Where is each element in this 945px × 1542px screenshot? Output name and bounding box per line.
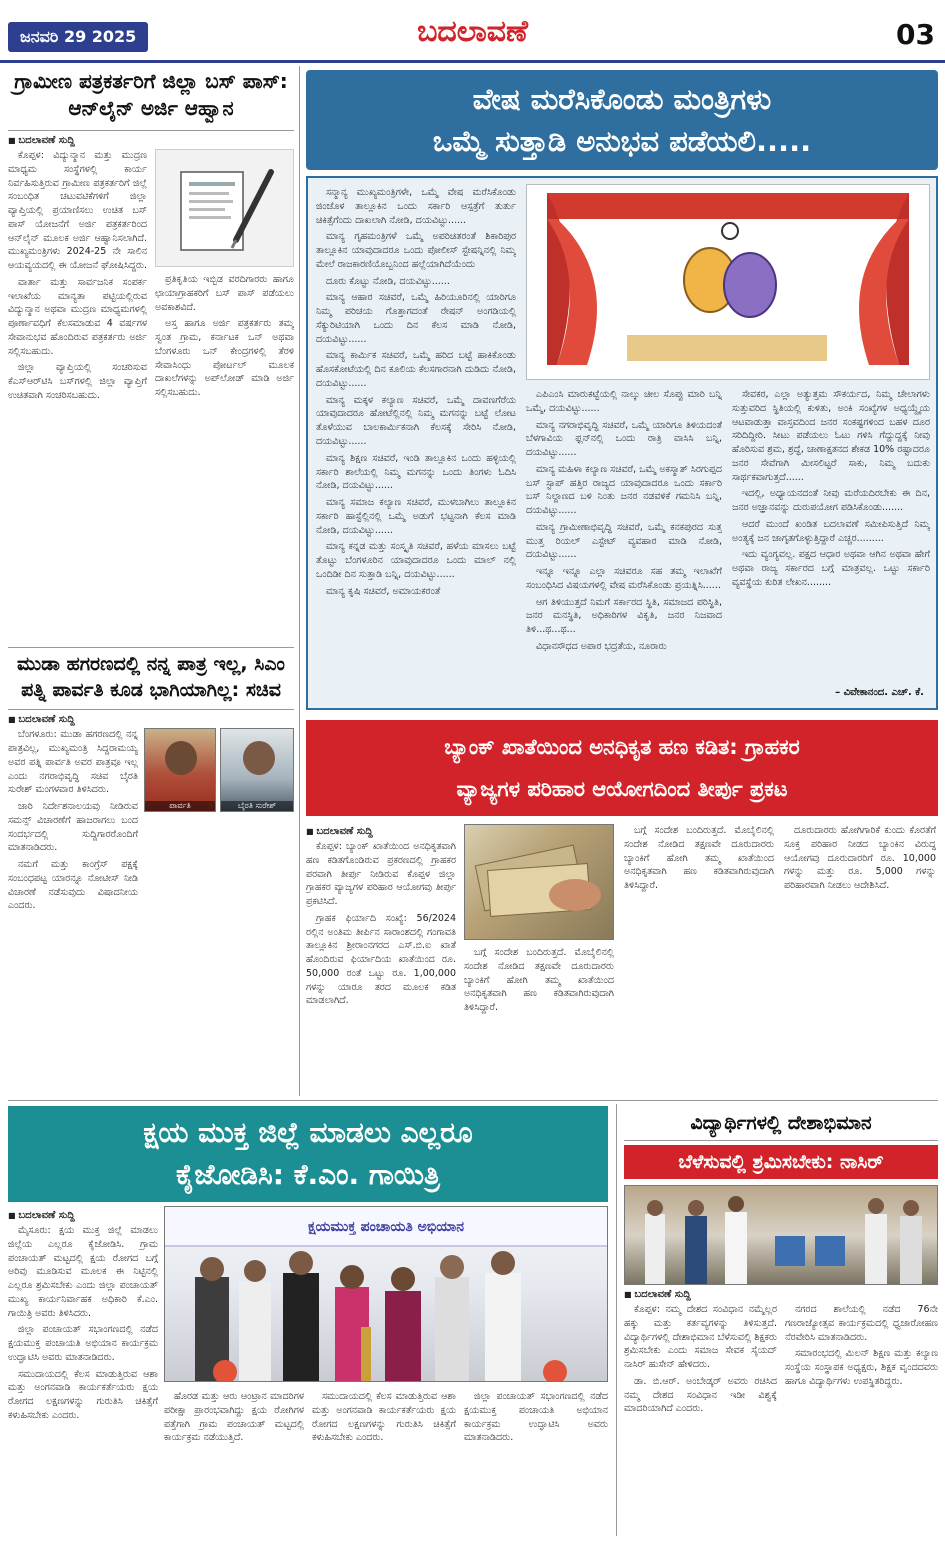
paragraph: ಬಗ್ಗೆ ಸಂದೇಶ ಬಂದಿರುತ್ತದೆ. ಮೊಬೈಲಿನಲ್ಲಿ ಸಂದೇಶ ನೋಡಿದ ತಕ್ಷಣವೇ ದೂರುದಾರರು ಬ್ಯಾಂಕಿಗೆ ಹೋಗಿ ತಮ್ಮ ಖಾತೆಯಿಂದ ಅನಧಿಕೃತವಾಗಿ ಹಣ ಕಡಿತವಾಗಿರುವುದಾಗಿ ತಿಳಿಸಿದ್ದಾರೆ. bbox=[464, 947, 614, 1014]
paragraph: ಜಿಲ್ಲಾ ವ್ಯಾಪ್ತಿಯಲ್ಲಿ ಸಂಚರಿಸುವ ಕೆಎಸ್‌ಆರ್‌ಟಿಸಿ ಬಸ್‌ಗಳಲ್ಲಿ ಜಿಲ್ಲಾ ವ್ಯಾಪ್ತಿಗೆ ಉಚಿತವಾಗಿ ಸಂಚರಿಸಬಹುದು. bbox=[8, 362, 147, 402]
paragraph: ಎಪಿಎಂಸಿ ಮಾರುಕಟ್ಟೆಯಲ್ಲಿ ನಾಲ್ಕು ಚೀಲ ಸೊಪ್ಪು ಮಾರಿ ಬನ್ನಿ ಒಮ್ಮೆ, ದಯವಿಟ್ಟು...... bbox=[526, 389, 722, 414]
bus-pass-headline: ಗ್ರಾಮೀಣ ಪತ್ರಕರ್ತರಿಗೆ ಜಿಲ್ಲಾ ಬಸ್ ಪಾಸ್: ಆನ್‌ಲೈನ್ ಅರ್ಜಿ ಆಹ್ವಾನ bbox=[14, 69, 288, 120]
paragraph: ಮೈಸೂರು: ಕ್ಷಯ ಮುಕ್ತ ಜಿಲ್ಲೆ ಮಾಡಲು ಜಿಲ್ಲೆಯ ಎಲ್ಲರೂ ಕೈಜೋಡಿಸಿ. ಗ್ರಾಮ ಪಂಚಾಯತ್ ಮಟ್ಟದಲ್ಲಿ ಕ್ಷಯ ರೋಗದ ಬಗ್ಗೆ ಅರಿವು ಮೂಡಿಸುವ ಮೂಲಕ ಈ ನಿಟ್ಟಿನಲ್ಲಿ ಎಲ್ಲರೂ ಶ್ರಮಿಸಬೇಕು ಎಂದು ಜಿಲ್ಲಾ ಪಂಚಾಯತ್ ಮುಖ್ಯ ಕಾರ್ಯನಿರ್ವಾಹಕ ಅಧಿಕಾರಿ ಕೆ.ಎಂ. ಗಾಯಿತ್ರಿ ಅವರು ತಿಳಿಸಿದರು. bbox=[8, 1225, 158, 1319]
paragraph: ಮಾನ್ಯ ಕನ್ನಡ ಮತ್ತು ಸಂಸ್ಕೃತಿ ಸಚಿವರೆ, ಹಳೆಯ ಮಾಸಲು ಬಟ್ಟೆ ತೊಟ್ಟು ಬೆಂಗಳೂರಿನ ಯಾವುದಾದರೂ ಒಂದು ಮಾಲ್ ನಲ್ಲಿ ಒಂದಿಡೀ ದಿನ ಸುತ್ತಾಡಿ ಬನ್ನಿ, ದಯವಿಟ್ಟು...... bbox=[316, 541, 516, 580]
paragraph: ಇದಲ್ಲಿ, ಅಧ್ಯಾಯನದಂತೆ ನೀವು ಮರೆಯದಿರಬೇಕು ಈ ದಿನ, ಜನರ ಅಜ್ಞಾನವನ್ನು ದುರುಪಯೋಗ ಪಡಿಸಿಕೊಂಡು....... bbox=[732, 488, 930, 514]
tb-event-photo bbox=[164, 1206, 608, 1382]
paragraph: ಸಮಾರಂಭದಲ್ಲಿ ಮಿಲನ್ ಶಿಕ್ಷಣ ಮತ್ತು ಕಲ್ಯಾಣ ಸಂಸ್ಥೆಯ ಸಂಸ್ಥಾಪಕ ಅಧ್ಯಕ್ಷರು, ಶಿಕ್ಷಕ ವೃಂದದವರು ಹಾಗೂ ವಿದ್ಯಾರ್ಥಿಗಳು ಉಪಸ್ಥಿತರಿದ್ದರು. bbox=[785, 1348, 938, 1387]
paragraph: ಗ್ರಾಹಕ ಫಿರ್ಯಾದಿ ಸಂಖ್ಯೆ: 56/2024 ರಲ್ಲಿನ ಅಂತಿಮ ತೀರ್ಪಿನ ಸಾರಾಂಶದಲ್ಲಿ ಗಂಗಾವತಿ ತಾಲ್ಲೂಕಿನ ಶ್ರೀರಾಂನಗರದ ಎಸ್.ಬಿ.ಐ ಖಾತೆ ಹೊಂದಿರುವ ಫಿರ್ಯಾದಿಯ ಖಾತೆಯಿಂದ ರೂ. 50,000 ರಂತೆ ಒಟ್ಟು ರೂ. 1,00,000 ಗಳನ್ನು ಯಾರೂ ತರದ ಮೂಲಕ ಕಡಿತ ಮಾಡಲಾಗಿದೆ. bbox=[306, 912, 456, 1007]
document-pen-illustration bbox=[155, 149, 294, 267]
currency-notes-photo bbox=[464, 824, 614, 940]
nasir-headline-line2: ಬೆಳೆಸುವಲ್ಲಿ ಶ್ರಮಿಸಬೇಕು: ನಾಸಿರ್ bbox=[624, 1145, 938, 1179]
paragraph: ಮಾನ್ಯ ಆಹಾರ ಸಚಿವರೆ, ಒಮ್ಮೆ ಹಿರಿಯೂರಿನಲ್ಲಿ ಯಾರಿಗೂ ನಿಮ್ಮ ಪರಿಚಯ ಗೊತ್ತಾಗದಂತೆ ರೇಷನ್ ಅಂಗಡಿಯಲ್ಲಿ ಸೆಕ್ಯುರಿಟಿಯಾಗಿ ಒಂದು ದಿನ ಕೆಲಸ ಮಾಡಿ ನೋಡಿ, ದಯವಿಟ್ಟು...... bbox=[316, 292, 516, 345]
theatre-masks-illustration bbox=[526, 184, 930, 380]
nasir-headline-line1: ವಿದ್ಯಾರ್ಥಿಗಳಲ್ಲಿ ದೇಶಾಭಿಮಾನ bbox=[624, 1106, 938, 1141]
editorial-headline-line2: ಒಮ್ಮೆ ಸುತ್ತಾಡಿ ಅನುಭವ ಪಡೆಯಲಿ..... bbox=[432, 124, 812, 158]
paragraph: ಮಾನ್ಯ ಮಕ್ಕಳ ಕಲ್ಯಾಣ ಸಚಿವರೆ, ಒಮ್ಮೆ ದಾವಣಗೆರೆಯ ಯಾವುದಾದರೂ ಹೋಟೆಲ್ಲಿನಲ್ಲಿ ನಿಮ್ಮ ಮಗನನ್ನು ಬಟ್ಟೆ ಲೋಟ ತೊಳೆಯುವ ಬಾಲಕಾರ್ಮಿಕನಾಗಿ ಕೆಲಸಕ್ಕೆ ಸೇರಿಸಿ ನೋಡಿ, ದಯವಿಟ್ಟು...... bbox=[316, 394, 516, 448]
flag-hoisting-photo bbox=[624, 1185, 938, 1285]
paragraph: ಡಾ. ಬಿ.ಆರ್. ಅಂಬೇಡ್ಕರ್ ಅವರು ರಚಿಸಿದ ನಮ್ಮ ದೇಶದ ಸಂವಿಧಾನ ಇಡೀ ವಿಶ್ವಕ್ಕೆ ಮಾದರಿಯಾಗಿದೆ ಎಂದರು. bbox=[624, 1375, 777, 1415]
paragraph: ಇನ್ನೂ ಇನ್ನೂ ಎಲ್ಲಾ ಸಚಿವರೂ ಸಹ ತಮ್ಮ ಇಲಾಖೆಗೆ ಸಂಬಂಧಿಸಿದ ವಿಷಯಗಳಲ್ಲಿ ವೇಷ ಮರೆಸಿಕೊಂಡು ಪ್ರಯತ್ನಿಸಿ...... bbox=[526, 566, 722, 591]
divider bbox=[8, 1100, 938, 1101]
paragraph: ದೂರು ಕೊಟ್ಟು ನೋಡಿ, ದಯವಿಟ್ಟು...... bbox=[326, 275, 450, 287]
paragraph: ದೂರುದಾರರು ಹೋಗಿಗಾರಿಕೆ ಕುಂದು ಕೊರತೆಗೆ ಸೂಕ್ತ ಪರಿಹಾರ ನೀಡದ ಬ್ಯಾಂಕಿನ ವಿರುದ್ಧ ಆಯೋಗವು ದೂರುದಾರರಿಗೆ ರೂ. 10,000 ಗಳನ್ನು ಮತ್ತು ರೂ. 5,000 ಗಳನ್ನು ಪರಿಹಾರವಾಗಿ ನೀಡಲು ಆದೇಶಿಸಿದೆ. bbox=[784, 825, 936, 892]
paragraph: ಬಗ್ಗೆ ಸಂದೇಶ ಬಂದಿರುತ್ತದೆ. ಮೊಬೈಲಿನಲ್ಲಿ ಸಂದೇಶ ನೋಡಿದ ತಕ್ಷಣವೇ ದೂರುದಾರರು ಬ್ಯಾಂಕಿಗೆ ಹೋಗಿ ತಮ್ಮ ಖಾತೆಯಿಂದ ಅನಧಿಕೃತವಾಗಿ ಹಣ ಕಡಿತವಾಗಿರುವುದಾಗಿ ತಿಳಿಸಿದ್ದಾರೆ. bbox=[624, 825, 774, 892]
paragraph: ಮಾನ್ಯ ಗೃಹಮಂತ್ರಿಗಳೆ ಒಮ್ಮೆ ಅಪರಿಚಿತರಂತೆ ಶಿಕಾರಿಪುರ ತಾಲ್ಲೂಕಿನ ಯಾವುದಾದರೂ ಒಂದು ಪೋಲೀಸ್ ಸ್ಟೇಷನ್ನಿನಲ್ಲಿ ನಿಮ್ಮ ಮೇಲೆ ರಾಜಕಾರಣಿಯೊಬ್ಬನಿಂದ ಹಲ್ಲೆಯಾಗಿದೆಯೆಂದು bbox=[316, 231, 516, 270]
photo-caption: ಪಾರ್ವತಿ bbox=[145, 801, 215, 811]
portrait-photo bbox=[220, 728, 294, 812]
tb-headline-line2: ಕೈಜೋಡಿಸಿ: ಕೆ.ಎಂ. ಗಾಯಿತ್ರಿ bbox=[176, 1158, 440, 1191]
issue-date: ಜನವರಿ 29 2025 bbox=[8, 22, 148, 52]
paragraph: ಜಿಲ್ಲಾ ಪಂಚಾಯತ್ ಸಭಾಂಗಣದಲ್ಲಿ ನಡೆದ ಕ್ಷಯಮುಕ್ತ ಪಂಚಾಯತಿ ಅಭಿಯಾನ ಕಾರ್ಯಕ್ರಮ ಉದ್ಘಾಟಿಸಿ ಅವರು ಮಾತನಾಡಿದರು. bbox=[464, 1391, 608, 1444]
article-bank bbox=[306, 822, 938, 1096]
paragraph: ಕೊಪ್ಪಳ: ವಿದ್ಯುನ್ಮಾನ ಮತ್ತು ಮುದ್ರಣ ಮಾಧ್ಯಮ ಸಂಸ್ಥೆಗಳಲ್ಲಿ ಕಾರ್ಯ ನಿರ್ವಹಿಸುತ್ತಿರುವ ಗ್ರಾಮೀಣ ಪತ್ರಕರ್ತರಿಗೆ ಜಿಲ್ಲೆ ಸಂಬಂಧಿತ ಚಟುವಟಿಕೆಗಳಿಗೆ ಜಿಲ್ಲಾ ವ್ಯಾಪ್ತಿಯಲ್ಲಿ ಪ್ರಯಾಣಿಸಲು ಉಚಿತ ಬಸ್ ಪಾಸ್ ಯೋಜನೆಗೆ ಅರ್ಜಿ ಪತ್ರಕರ್ತರಿಂದ ಆನ್‌ಲೈನ್ ಮೂಲಕ ಅರ್ಜಿ ಆಹ್ವಾನಿಸಲಾಗಿದೆ. ಮುಖ್ಯಮಂತ್ರಿಗಳು 2024-25 ನೇ ಸಾಲಿನ ಆಯವ್ಯಯದಲ್ಲಿ ಈ ಯೋಜನೆ ಘೋಷಿಸಿದ್ದರು. bbox=[8, 150, 148, 272]
paragraph: ಮಾನ್ಯ ಗ್ರಾಮೀಣಾಭಿವೃದ್ಧಿ ಸಚಿವರೆ, ಒಮ್ಮೆ ಕನಕಪುರದ ಸುತ್ತ ಮುತ್ತ ರಿಯಲ್ ಎಸ್ಟೇಟ್ ವ್ಯವಹಾರ ಮಾಡಿ ನೋಡಿ, ದಯವಿಟ್ಟು...... bbox=[526, 521, 722, 561]
paragraph: ನಗರದ ಶಾಲೆಯಲ್ಲಿ ನಡೆದ 76ನೇ ಗಣರಾಜ್ಯೋತ್ಸವ ಕಾರ್ಯಕ್ರಮದಲ್ಲಿ ಧ್ವಜಾರೋಹಣ ನೆರವೇರಿಸಿ ಮಾತನಾಡಿದರು. bbox=[785, 1304, 938, 1343]
article-bus-pass bbox=[8, 66, 294, 644]
muda-headline: ಮುಡಾ ಹಗರಣದಲ್ಲಿ ನನ್ನ ಪಾತ್ರ ಇಲ್ಲ, ಸಿಎಂ ಪತ್ನಿ ಪಾರ್ವತಿ ಕೂಡ ಭಾಗಿಯಾಗಿಲ್ಲ: ಸಚಿವ bbox=[17, 653, 285, 701]
paragraph: ಪ್ರತಿಕೃತಿಯ ಇಬ್ಬಿಡ ವರದಿಗಾರರು ಹಾಗೂ ಛಾಯಾಗ್ರಾಹಕರಿಗೆ ಬಸ್ ಪಾಸ್ ಪಡೆಯಲು ಅವಕಾಶವಿದೆ. bbox=[155, 274, 294, 313]
editorial-author: – ವಿವೇಕಾನಂದ. ಎಚ್. ಕೆ. bbox=[835, 687, 924, 698]
masthead bbox=[0, 0, 945, 64]
paragraph: ವಾರ್ತಾ ಮತ್ತು ಸಾರ್ವಜನಿಕ ಸಂಪರ್ಕ ಇಲಾಖೆಯ ಮಾನ್ಯತಾ ಪಟ್ಟಿಯಲ್ಲಿರುವ ವಿದ್ಯುನ್ಮಾನ ಅಥವಾ ಮುದ್ರಣ ಮಾಧ್ಯಮಗಳಲ್ಲಿ ಪೂರ್ಣಾವಧಿಗೆ ಕೆಲಸಮಾಡುವ 4 ವರ್ಷಗಳ ಸೇವಾನುಭವ ಹೊಂದಿರುವ ಪತ್ರಕರ್ತರು ಅರ್ಜಿ ಸಲ್ಲಿಸಬಹುದು. bbox=[8, 276, 147, 357]
paragraph: ಬೆಂಗಳೂರು: ಮುಡಾ ಹಗರಣದಲ್ಲಿ ನನ್ನ ಪಾತ್ರವಿಲ್ಲ, ಮುಖ್ಯಮಂತ್ರಿ ಸಿದ್ದರಾಮಯ್ಯ ಅವರ ಪತ್ನಿ ಪಾರ್ವತಿ ಅವರ ಪಾತ್ರವೂ ಇಲ್ಲ ಎಂದು ನಗರಾಭಿವೃದ್ಧಿ ಸಚಿವ ಬೈರತಿ ಸುರೇಶ್ ಮಂಗಳವಾರ ತಿಳಿಸಿದರು. bbox=[8, 729, 138, 796]
editorial-headline-banner bbox=[306, 70, 938, 170]
paragraph: ಸಮುದಾಯದಲ್ಲಿ ಕೆಲಸ ಮಾಡುತ್ತಿರುವ ಆಶಾ ಮತ್ತು ಅಂಗನವಾಡಿ ಕಾರ್ಯಕರ್ತೆಯರು ಕ್ಷಯ ರೋಗದ ಲಕ್ಷಣಗಳನ್ನು ಗುರುತಿಸಿ ಚಿಕಿತ್ಸೆಗೆ ಕಳುಹಿಸಬೇಕು ಎಂದರು. bbox=[312, 1391, 456, 1444]
bank-headline-banner bbox=[306, 720, 938, 816]
paragraph: ಸಮುದಾಯದಲ್ಲಿ ಕೆಲಸ ಮಾಡುತ್ತಿರುವ ಆಶಾ ಮತ್ತು ಅಂಗನವಾಡಿ ಕಾರ್ಯಕರ್ತೆಯರು ಕ್ಷಯ ರೋಗದ ಲಕ್ಷಣಗಳನ್ನು ಗುರುತಿಸಿ ಚಿಕಿತ್ಸೆಗೆ ಕಳುಹಿಸಬೇಕು ಎಂದರು. bbox=[8, 1368, 158, 1421]
paragraph: ಮಾನ್ಯ ಕೃಷಿ ಸಚಿವರೆ, ಅಮಾಯಕರಂತೆ bbox=[326, 585, 441, 597]
photo-caption: ಬೈರತಿ ಸುರೇಶ್ bbox=[221, 801, 293, 811]
editorial-headline-line1: ವೇಷ ಮರೆಸಿಕೊಂಡು ಮಂತ್ರಿಗಳು bbox=[472, 82, 772, 116]
paragraph: ವಿಧಾನಸೌಧದ ಅಪಾರ ಭದ್ರತೆಯ, ನೂರಾರು bbox=[536, 641, 667, 653]
paragraph: ಜಿಲ್ಲಾ ಪಂಚಾಯತ್ ಸಭಾಂಗಣದಲ್ಲಿ ನಡೆದ ಕ್ಷಯಮುಕ್ತ ಪಂಚಾಯತಿ ಅಭಿಯಾನ ಕಾರ್ಯಕ್ರಮ ಉದ್ಘಾಟಿಸಿ ಅವರು ಮಾತನಾಡಿದರು. bbox=[8, 1324, 158, 1363]
paragraph: ಆದರೆ ಮುಂದೆ ಖಂಡಿತ ಬದಲಾವಣೆ ಸಮೀಪಿಸುತ್ತಿದೆ ನಿಮ್ಮ ಅಂತ್ಯಕ್ಕೆ ಜನ ಜಾಗೃತಗೊಳ್ಳುತ್ತಿದ್ದಾರೆ ಎಚ್ಚರ......... bbox=[732, 518, 930, 544]
paragraph: ಹೊರಡ ಮತ್ತು ಆರು ಆಂಟ್ರಾನ ಮಾದರಿಗಳ ಪರೀಕ್ಷಾ ಪ್ರಾರಂಭವಾಗಿದ್ದು ಕ್ಷಯ ರೋಗಿಗಳ ಪತ್ತೆಗಾಗಿ ಗ್ರಾಮ ಪಂಚಾಯತ್ ಮಟ್ಟದಲ್ಲಿ ಕಾರ್ಯಕ್ರಮ ನಡೆಯುತ್ತಿದೆ. bbox=[164, 1391, 304, 1444]
bank-headline-line1: ಬ್ಯಾಂಕ್ ಖಾತೆಯಿಂದ ಅನಧಿಕೃತ ಹಣ ಕಡಿತ: ಗ್ರಾಹಕರ bbox=[444, 735, 800, 759]
tb-headline-line1: ಕ್ಷಯ ಮುಕ್ತ ಜಿಲ್ಲೆ ಮಾಡಲು ಎಲ್ಲರೂ bbox=[143, 1116, 473, 1149]
paragraph: ಮಾನ್ಯ ಸಮಾಜ ಕಲ್ಯಾಣ ಸಚಿವರೆ, ಮುಳಬಾಗಿಲು ತಾಲ್ಲೂಕಿನ ಸರ್ಕಾರಿ ಹಾಸ್ಟೆಲ್ಲಿನಲ್ಲಿ ಒಮ್ಮೆ ಅಡುಗೆ ಭಟ್ಟನಾಗಿ ಕೆಲಸ ಮಾಡಿ ನೋಡಿ, ದಯವಿಟ್ಟು...... bbox=[316, 497, 516, 536]
newspaper-brand: ಬದಲಾವಣೆ bbox=[417, 14, 528, 49]
portrait-photo bbox=[144, 728, 216, 812]
event-banner: ಕ್ಷಯಮುಕ್ತ ಪಂಚಾಯತಿ ಅಭಿಯಾನ bbox=[165, 1207, 607, 1247]
masthead-rule bbox=[0, 60, 945, 63]
paragraph: ಸನ್ಮಾನ್ಯ ಮುಖ್ಯಮಂತ್ರಿಗಳೇ, ಒಮ್ಮೆ ವೇಷ ಮರೆಸಿಕೊಂಡು ಜಿಂಜೊಳ ತಾಲ್ಲೂಕಿನ ಒಂದು ಸರ್ಕಾರಿ ಆಸ್ಪತ್ರೆಗೆ ತುರ್ತು ಚಿಕಿತ್ಸೆಗೆಂದು ದಾಖಲಾಗಿ ನೋಡಿ, ದಯವಿಟ್ಟು...... bbox=[316, 187, 516, 226]
column-divider bbox=[299, 66, 300, 1096]
article-nasir bbox=[624, 1106, 938, 1536]
paragraph: ನಮಗೆ ಮತ್ತು ಕಾಂಗ್ರೆಸ್ ಪಕ್ಷಕ್ಕೆ ಸಂಬಂಧಪಟ್ಟ ಯಾರನ್ನೂ ನೋಟೀಸ್ ನೀಡಿ ವಿಚಾರಣೆ ನಡೆಸುವುದು ವಿಷಾದನೀಯ ಎಂದರು. bbox=[8, 859, 138, 912]
paragraph: ಅಸ್ತ ಹಾಗೂ ಅರ್ಜಿ ಪತ್ರಕರ್ತರು ತಮ್ಮ ಸ್ವಂತ ಗ್ರಾಮ, ಕರ್ನಾಟಕ ಒನ್ ಅಥವಾ ಬೆಂಗಳೂರು ಒನ್ ಕೇಂದ್ರಗಳಲ್ಲಿ ತೆರಳಿ ಸೇವಾಸಿಂಧು ಪೋರ್ಟಲ್ ಮೂಲಕ ದಾಖಲೆಗಳನ್ನು ಅಪ್‌ಲೋಡ್ ಮಾಡಿ ಅರ್ಜಿ ಸಲ್ಲಿಸಬಹುದು. bbox=[155, 318, 294, 399]
tb-headline-banner bbox=[8, 1106, 608, 1202]
article-tb bbox=[8, 1206, 608, 1536]
paragraph: ಜಾರಿ ನಿರ್ದೇಶನಾಲಯವು ನೀಡಿರುವ ಸಮನ್ಸ್ ವಿಚಾರಣೆಗೆ ಹಾಜರಾಗಲು ಬಂದ ಸಂದರ್ಭದಲ್ಲಿ ಸುದ್ದಿಗಾರರೊಂದಿಗೆ ಮಾತನಾಡಿದರು. bbox=[8, 801, 138, 854]
page-number: 03 bbox=[896, 18, 935, 51]
paragraph: ಆಗ ತಿಳಿಯುತ್ತದೆ ನಿಮಗೆ ಸರ್ಕಾರದ ಸ್ಥಿತಿ, ಸಮಾಜದ ಪರಿಸ್ಥಿತಿ, ಜನರ ಮನಸ್ಥಿತಿ, ಅಧಿಕಾರಿಗಳ ವಿಕೃತಿ, ಜನರ ನಿಜವಾದ ತಿಳಿ...ಥ...ಥ... bbox=[526, 596, 722, 636]
bus-pass-byline: ■ ಬದಲಾವಣೆ ಸುದ್ದಿ bbox=[8, 135, 294, 146]
nasir-byline: ■ ಬದಲಾವಣೆ ಸುದ್ದಿ bbox=[624, 1289, 938, 1300]
divider bbox=[8, 647, 294, 648]
bank-headline-line2: ವ್ಯಾಜ್ಯಗಳ ಪರಿಹಾರ ಆಯೋಗದಿಂದ ತೀರ್ಪು ಪ್ರಕಟ bbox=[456, 777, 788, 801]
paragraph: ಇದು ವ್ಯಂಗ್ಯವಲ್ಲ. ಪಕ್ಷದ ಆಧಾರ ಅಥವಾ ಆಗಿನ ಅಥವಾ ಹೇಗೆ ಅಥವಾ ರಾಜ್ಯ ಸರ್ಕಾರದ ಬಗ್ಗೆ ಮಾತ್ರವಲ್ಲ. ಒಟ್ಟು ಸರ್ಕಾರಿ ವ್ಯವಸ್ಥೆಯ ಕುರಿತ ಲೇಖನ........ bbox=[732, 549, 930, 588]
paragraph: ಮಾನ್ಯ ಕಾರ್ಮಿಕ ಸಚಿವರೆ, ಒಮ್ಮೆ ಹರಿದ ಬಟ್ಟೆ ಹಾಕಿಕೊಂಡು ಹೊಸಕೋಟೆಯಲ್ಲಿ ದಿನ ಕೂಲಿಯ ಕೆಲಸಗಾರನಾಗಿ ದುಡಿದು ನೋಡಿ, ದಯವಿಟ್ಟು...... bbox=[316, 350, 516, 389]
article-muda bbox=[8, 650, 294, 1092]
paragraph: ಕೊಪ್ಪಳ: ಬ್ಯಾಂಕ್ ಖಾತೆಯಿಂದ ಅನಧಿಕೃತವಾಗಿ ಹಣ ಕಡಿತಗೊಂಡಿರುವ ಪ್ರಕರಣದಲ್ಲಿ ಗ್ರಾಹಕರ ಪರವಾಗಿ ತೀರ್ಪು ನೀಡಿರುವ ಕೊಪ್ಪಳ ಜಿಲ್ಲಾ ಗ್ರಾಹಕರ ವ್ಯಾಜ್ಯಗಳ ಪರಿಹಾರ ಆಯೋಗವು ತೀರ್ಪು ಪ್ರಕಟಿಸಿದೆ. bbox=[306, 841, 456, 908]
paragraph: ಮಾನ್ಯ ನಗರಾಭಿವೃದ್ಧಿ ಸಚಿವರೆ, ಒಮ್ಮೆ ಯಾರಿಗೂ ತಿಳಿಯದಂತೆ ಬೆಳಗಾವಿಯ ಫ್ಲನ್‌ನಲ್ಲಿ ಒಂದು ರಾತ್ರಿ ವಾಸಿಸಿ ಬನ್ನಿ, ದಯವಿಟ್ಟು...... bbox=[526, 419, 722, 459]
tb-byline: ■ ಬದಲಾವಣೆ ಸುದ್ದಿ bbox=[8, 1210, 158, 1221]
bank-byline: ■ ಬದಲಾವಣೆ ಸುದ್ದಿ bbox=[306, 826, 456, 837]
muda-byline: ■ ಬದಲಾವಣೆ ಸುದ್ದಿ bbox=[8, 714, 294, 725]
paragraph: ಸೇವಕರ, ಎಲ್ಲಾ ಅತ್ಯುತ್ತಮ ಸೌಕರ್ಯದ, ನಿಮ್ಮ ಚೇಲಾಗಳು ಸುತ್ತುವರಿದ ಸ್ಥಿತಿಯಲ್ಲಿ ಕುಳಿತು, ಅಂಕಿ ಸಂಖ್ಯೆಗಳ ಅಧ್ಯಯ್ದೈಯ ಆಟವಾಡುತ್ತಾ ವಾಸ್ತವದಿಂದ ಜನರ ಸಂಕಷ್ಟಗಳಿಂದ ಬಹಳ ದೂರ ಸರಿದಿದ್ದೀರಿ. ಸೀಟು ಪಡೆಯಲು ಓಟು ಗಳಿಸಿ ಗೆದ್ದುದ್ದಕ್ಕೆ ನೀವು ಹೊರಿಸುವ ಶ್ರಮ, ಶ್ರದ್ಧೆ, ಚಾಣಾಕ್ಷತನದ ಶೇಕಡ 10% ರಷ್ಟಾದರೂ ಜನರ ಸೇವೆಗಾಗಿ ಮೀಸಲಿಟ್ಟರೆ ಸಾಕು, ನಿಮ್ಮ ಬದುಕು ಸಾರ್ಥಕವಾಗುತ್ತದೆ...... bbox=[732, 389, 930, 483]
paragraph: ಮಾನ್ಯ ಮಹಿಳಾ ಕಲ್ಯಾಣ ಸಚಿವರೆ, ಒಮ್ಮೆ ಅಕಸ್ಮಾತ್ ಸಿರಗುಪ್ಪದ ಬಸ್ ಸ್ಟಾಪ್ ಹತ್ತಿರ ರಾಜ್ಯದ ಯಾವುದಾದರೂ ಒಂದು ಸರ್ಕಾರಿ ಬಸ್ ನಿಲ್ದಾಣದ ಬಳಿ ನಿಂತು ಜನರ ನಡವಳಿಕೆ ಗಮನಿಸಿ ಬನ್ನಿ, ದಯವಿಟ್ಟು...... bbox=[526, 463, 722, 517]
paragraph: ಮಾನ್ಯ ಶಿಕ್ಷಣ ಸಚಿವರೆ, ಇಂಡಿ ತಾಲ್ಲೂಕಿನ ಒಂದು ಹಳ್ಳಿಯಲ್ಲಿ ಸರ್ಕಾರಿ ಶಾಲೆಯಲ್ಲಿ ನಿಮ್ಮ ಮಗನನ್ನು ಒಂದು ತಿಂಗಳು ಓದಿಸಿ ನೋಡಿ, ದಯವಿಟ್ಟು...... bbox=[316, 452, 516, 492]
column-divider bbox=[616, 1104, 617, 1536]
paragraph: ಕೊಪ್ಪಳ: ನಮ್ಮ ದೇಶದ ಸಂವಿಧಾನ ನಮ್ಮೆಲ್ಲರ ಹಕ್ಕು ಮತ್ತು ಕರ್ತವ್ಯಗಳನ್ನು ತಿಳಿಸುತ್ತದೆ. ವಿದ್ಯಾರ್ಥಿಗಳಲ್ಲಿ ದೇಶಾಭಿಮಾನ ಬೆಳೆಸುವಲ್ಲಿ ಶಿಕ್ಷಕರು ಶ್ರಮಿಸಬೇಕು ಎಂದು ಸಮಾಜ ಸೇವಕ ಸೈಯದ್ ನಾಸಿರ್ ಹುಸೇನ್ ಹೇಳಿದರು. bbox=[624, 1304, 777, 1371]
editorial-box bbox=[306, 176, 938, 710]
